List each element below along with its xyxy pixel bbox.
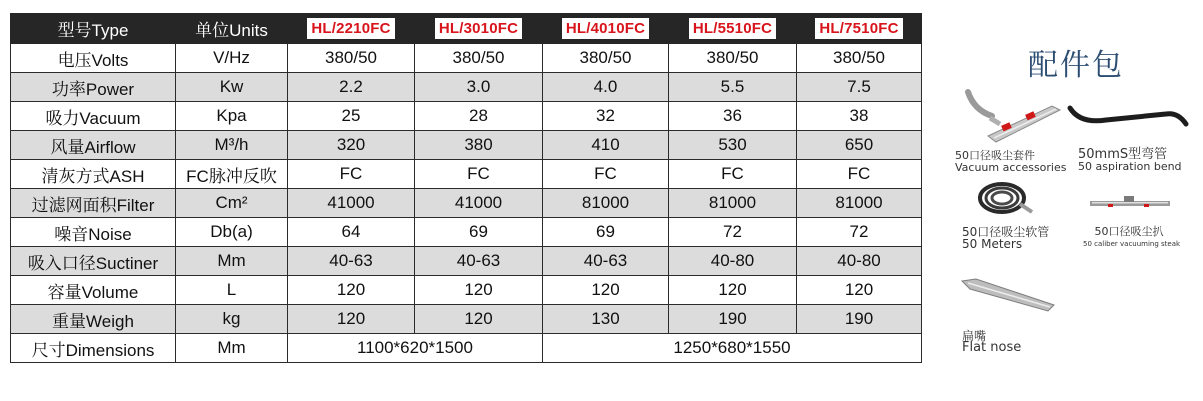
accessory-label [1083, 225, 1181, 250]
model-name: HL/7510FC [815, 18, 902, 39]
spec-row [11, 218, 922, 247]
spec-row [11, 44, 922, 73]
row-value: 2.2 [288, 73, 415, 102]
row-value: 40-63 [288, 247, 415, 276]
row-value: 40-80 [669, 247, 797, 276]
row-value: 120 [797, 276, 922, 305]
header-model-cell [415, 14, 543, 44]
vacuum-accessories-icon [960, 84, 1064, 146]
spec-row [11, 247, 922, 276]
row-value: 380/50 [288, 44, 415, 73]
row-value: 120 [415, 305, 543, 334]
row-value: 40-63 [415, 247, 543, 276]
spec-row [11, 131, 922, 160]
row-value: 41000 [288, 189, 415, 218]
row-label: 吸入口径Suctiner [11, 247, 176, 276]
row-value: 380/50 [543, 44, 669, 73]
row-unit: kg [176, 305, 288, 334]
hose-icon [976, 178, 1036, 220]
accessory-label-cn: 扁嘴 [962, 329, 987, 343]
row-value: 72 [797, 218, 922, 247]
header-units-cell [176, 14, 288, 44]
row-value: FC [288, 160, 415, 189]
row-value: 190 [669, 305, 797, 334]
row-value: 130 [543, 305, 669, 334]
header-model-cell [797, 14, 922, 44]
accessory-label [962, 226, 1049, 250]
accessory-label-en: 50 Meters [962, 237, 1023, 251]
flat-nose-icon [958, 275, 1056, 315]
spec-row [11, 73, 922, 102]
row-value: 120 [288, 305, 415, 334]
row-value: 380/50 [415, 44, 543, 73]
row-value: 25 [288, 102, 415, 131]
row-unit: Mm [176, 247, 288, 276]
row-value: 380/50 [669, 44, 797, 73]
aspiration-bend-icon [1066, 98, 1190, 132]
row-label: 电压Volts [11, 44, 176, 73]
row-value: 72 [669, 218, 797, 247]
model-name: HL/3010FC [435, 18, 522, 39]
dimensions-large-value: 1250*680*1550 [543, 334, 922, 363]
row-value: 190 [797, 305, 922, 334]
row-value: 380/50 [797, 44, 922, 73]
row-unit: Db(a) [176, 218, 288, 247]
row-label: 清灰方式ASH [11, 160, 176, 189]
row-label: 噪音Noise [11, 218, 176, 247]
row-value: 120 [288, 276, 415, 305]
header-units-label: 单位Units [195, 21, 268, 40]
row-label: 风量Airflow [11, 131, 176, 160]
accessory-label-cn: 50口径吸尘套件 [955, 149, 1035, 162]
row-value: FC [543, 160, 669, 189]
dimensions-small-value: 1100*620*1500 [288, 334, 543, 363]
row-value: 32 [543, 102, 669, 131]
row-value: 7.5 [797, 73, 922, 102]
row-value: 3.0 [415, 73, 543, 102]
row-value: 120 [415, 276, 543, 305]
header-row [11, 14, 922, 44]
header-model-cell [543, 14, 669, 44]
row-value: 4.0 [543, 73, 669, 102]
row-value: 81000 [543, 189, 669, 218]
accessory-label [955, 150, 1067, 174]
row-label: 功率Power [11, 73, 176, 102]
header-type-label: 型号Type [57, 21, 129, 40]
row-value: 81000 [797, 189, 922, 218]
row-value: 40-80 [797, 247, 922, 276]
row-label: 吸力Vacuum [11, 102, 176, 131]
accessory-label-en: 50 aspiration bend [1078, 160, 1182, 173]
row-value: 5.5 [669, 73, 797, 102]
accessory-label [1078, 149, 1182, 173]
spec-row [11, 305, 922, 334]
row-unit: L [176, 276, 288, 305]
row-value: 120 [543, 276, 669, 305]
row-unit: Cm² [176, 189, 288, 218]
header-model-cell [288, 14, 415, 44]
model-name: HL/5510FC [689, 18, 776, 39]
accessory-label-cn: 50mmS型弯管 [1078, 147, 1168, 162]
accessory-label-en: 50 caliber vacuuming steak [1083, 240, 1181, 248]
spec-row [11, 276, 922, 305]
model-name: HL/4010FC [562, 18, 649, 39]
dimensions-row [11, 334, 922, 363]
accessory-label-cn: 50口径吸尘软管 [962, 225, 1050, 239]
vacuuming-steak-icon [1088, 193, 1172, 213]
row-value: FC [669, 160, 797, 189]
row-unit: Mm [176, 334, 288, 363]
row-unit: FC脉冲反吹 [176, 160, 288, 189]
accessory-label-en: Flat nose [962, 340, 1022, 355]
row-value: 380 [415, 131, 543, 160]
spec-row [11, 189, 922, 218]
row-value: 650 [797, 131, 922, 160]
model-name: HL/2210FC [307, 18, 394, 39]
row-value: 69 [415, 218, 543, 247]
row-value: 40-63 [543, 247, 669, 276]
row-unit: Kpa [176, 102, 288, 131]
row-unit: V/Hz [176, 44, 288, 73]
row-unit: M³/h [176, 131, 288, 160]
spec-table [10, 13, 922, 363]
row-label: 容量Volume [11, 276, 176, 305]
row-value: 41000 [415, 189, 543, 218]
row-value: 38 [797, 102, 922, 131]
row-value: 320 [288, 131, 415, 160]
accessory-label [962, 330, 1021, 354]
header-type-cell [11, 14, 176, 44]
row-value: 81000 [669, 189, 797, 218]
row-value: 69 [543, 218, 669, 247]
accessory-label-cn: 50口径吸尘扒 [1094, 225, 1164, 238]
accessory-label-en: Vacuum accessories [955, 161, 1067, 174]
row-value: 120 [669, 276, 797, 305]
spec-row [11, 102, 922, 131]
accessories-title: 配件包 [1028, 48, 1124, 83]
row-label: 重量Weigh [11, 305, 176, 334]
header-model-cell [669, 14, 797, 44]
spec-row [11, 160, 922, 189]
row-label: 过滤网面积Filter [11, 189, 176, 218]
row-value: FC [797, 160, 922, 189]
row-value: 64 [288, 218, 415, 247]
row-unit: Kw [176, 73, 288, 102]
row-value: FC [415, 160, 543, 189]
row-label: 尺寸Dimensions [11, 334, 176, 363]
row-value: 28 [415, 102, 543, 131]
row-value: 410 [543, 131, 669, 160]
row-value: 530 [669, 131, 797, 160]
row-value: 36 [669, 102, 797, 131]
